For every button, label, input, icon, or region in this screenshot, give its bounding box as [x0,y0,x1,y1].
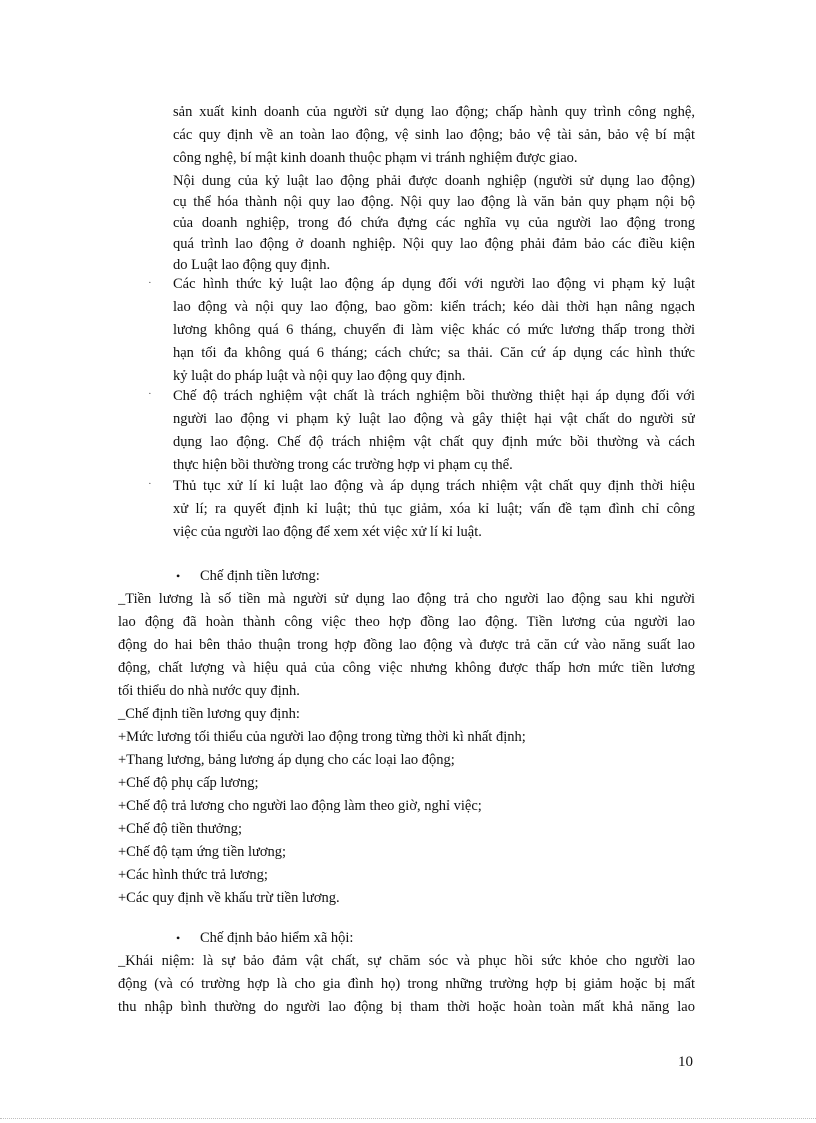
text-line: tối thiểu do nhà nước quy định. [118,683,300,699]
text-line: động do hai bên thảo thuận trong hợp đồng lao động và được trả căn cứ vào năng suất lao [118,637,695,653]
text-line: kỷ luật do pháp luật và nội quy lao động quy định. [173,368,466,384]
section-bullet: • [176,569,181,583]
text-line: động (và có trường hợp là cho gia đình họ) trong những trường hợp bị giảm hoặc bị mất [118,976,695,992]
text-line: Chế độ trách nghiệm vật chất là trách nghiệm bồi thường thiệt hại áp dụng đối với [173,388,695,404]
item-marker: · [148,478,152,490]
text-line: Nội dung của kỷ luật lao động phải được doanh nghiệp (người sử dụng lao động) [173,173,695,189]
text-line: cụ thể hóa thành nội quy lao động. Nội quy lao động là văn bản quy phạm nội bộ [173,194,695,210]
list-item: +Mức lương tối thiểu của người lao động trong từng thời kì nhất định; [118,729,526,745]
section-heading: Chế định bảo hiểm xã hội: [200,930,354,946]
text-line: _Tiền lương là số tiền mà người sử dụng lao động trả cho người lao động sau khi người [118,591,695,607]
text-line: dụng lao động. Chế độ trách nhiệm vật chất quy định mức bồi thường và cách [173,434,695,450]
list-item: +Chế độ tiền thưởng; [118,821,242,837]
list-item: +Các quy định về khấu trừ tiền lương. [118,890,340,906]
section-heading: Chế định tiền lương: [200,568,320,584]
text-line: công nghệ, bí mật kinh doanh thuộc phạm vi tránh nghiệm được giao. [173,150,578,166]
text-line: việc của người lao động để xem xét việc xử lí kỉ luật. [173,524,482,540]
list-item: +Thang lương, bảng lương áp dụng cho các loại lao động; [118,752,455,768]
item-marker: · [148,388,152,400]
list-title: _Chế định tiền lương quy định: [118,706,300,722]
text-line: hạn tối đa không quá 6 tháng; cách chức; sa thải. Căn cứ áp dụng các hình thức [173,345,695,361]
text-line: lương không quá 6 tháng, chuyển đi làm việc khác có mức lương thấp trong thời [173,322,695,338]
text-line: do Luật lao động quy định. [173,257,331,273]
text-line: người lao động vi phạm kỷ luật lao động và gây thiệt hại vật chất do người sử [173,411,695,427]
page-bottom-divider [0,1118,816,1119]
text-line: của doanh nghiệp, trong đó chứa đựng các nghĩa vụ của người lao động trong [173,215,695,231]
text-line: _Khái niệm: là sự bảo đảm vật chất, sự chăm sóc và phục hồi sức khỏe cho người lao [118,953,695,969]
text-line: sản xuất kinh doanh của người sử dụng lao động; chấp hành quy trình công nghệ, [173,104,695,120]
text-line: Các hình thức kỷ luật lao động áp dụng đối với người lao động vi phạm kỷ luật [173,276,695,292]
page-number: 10 [678,1054,693,1070]
item-marker: · [148,277,152,289]
section-bullet: • [176,931,181,945]
text-line: động, chất lượng và hiệu quả của công việc nhưng không được thấp hơn mức tiền lương [118,660,695,676]
list-item: +Chế độ tạm ứng tiền lương; [118,844,287,860]
text-line: Thủ tục xử lí kỉ luật lao động và áp dụng trách nhiệm vật chất quy định thời hiệu [173,478,695,494]
list-item: +Chế độ phụ cấp lương; [118,775,259,791]
text-line: các quy định về an toàn lao động, vệ sinh lao động; bảo vệ tài sản, bảo vệ bí mật [173,127,695,143]
list-item: +Chế độ trả lương cho người lao động làm theo giờ, nghỉ việc; [118,798,482,814]
text-line: lao động đã hoàn thành công việc theo hợp đồng lao động. Tiền lương của người lao [118,614,695,630]
text-line: lao động và nội quy lao động, bao gồm: kiển trách; kéo dài thời hạn nâng ngạch [173,299,695,315]
text-line: thực hiện bồi thường trong các trường hợp vi phạm cụ thể. [173,457,513,473]
list-item: +Các hình thức trả lương; [118,867,268,883]
text-line: thu nhập bình thường do người lao động bị tham thời hoặc hoàn toàn mất khả năng lao [118,999,695,1015]
text-line: quá trình lao động ở doanh nghiệp. Nội quy lao động phải đảm bảo các điều kiện [173,236,695,252]
text-line: xử lí; ra quyết định kỉ luật; thủ tục giảm, xóa kỉ luật; vấn đề tạm đình chỉ công [173,501,695,517]
